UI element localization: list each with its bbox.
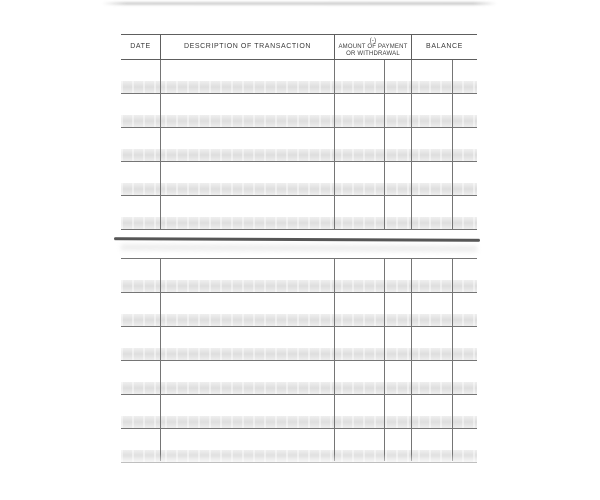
column-divider (334, 259, 335, 461)
register-row-blank (121, 196, 477, 230)
payment-header-line1: AMOUNT OF PAYMENT (338, 44, 408, 51)
register-row-blank (121, 60, 477, 94)
register-row-blank (121, 94, 477, 128)
column-divider (160, 60, 161, 230)
column-divider (452, 60, 453, 230)
payment-sign-label: (-) (369, 37, 377, 44)
shaded-band (121, 217, 477, 229)
column-divider (160, 259, 161, 461)
column-divider (384, 259, 385, 461)
shaded-band (121, 348, 477, 360)
shaded-band (121, 280, 477, 292)
column-divider (411, 259, 412, 461)
register-row-blank (121, 361, 477, 395)
column-header-balance (411, 35, 477, 59)
shaded-band (121, 81, 477, 93)
register-section-top (121, 60, 477, 230)
register-row-blank (121, 162, 477, 196)
register-row-blank (121, 327, 477, 361)
column-header-description (160, 35, 334, 59)
column-header-payment (334, 35, 411, 59)
table-header-row (121, 34, 477, 60)
shaded-band (121, 115, 477, 127)
scan-bottom-fade (98, 454, 502, 480)
balance-header-label: BALANCE (426, 43, 463, 50)
shaded-band (121, 183, 477, 195)
register-row-blank (121, 128, 477, 162)
payment-header-line2: OR WITHDRAWAL (346, 50, 400, 57)
column-divider (334, 60, 335, 230)
shaded-band (121, 382, 477, 394)
register-row-blank (121, 395, 477, 429)
register-row-blank (121, 293, 477, 327)
page-fold-shadow (121, 244, 477, 252)
column-divider (384, 60, 385, 230)
shaded-band (121, 416, 477, 428)
shaded-band (121, 314, 477, 326)
description-header-label: DESCRIPTION OF TRANSACTION (183, 43, 312, 50)
register-section-bottom (121, 258, 477, 461)
page-top-edge-artifact (102, 2, 497, 5)
register-row-blank (121, 259, 477, 293)
column-header-date (121, 35, 160, 59)
column-divider (411, 60, 412, 230)
date-header-label: DATE (130, 43, 151, 50)
shaded-band (121, 149, 477, 161)
page-fold-line (114, 237, 480, 242)
column-divider (452, 259, 453, 461)
